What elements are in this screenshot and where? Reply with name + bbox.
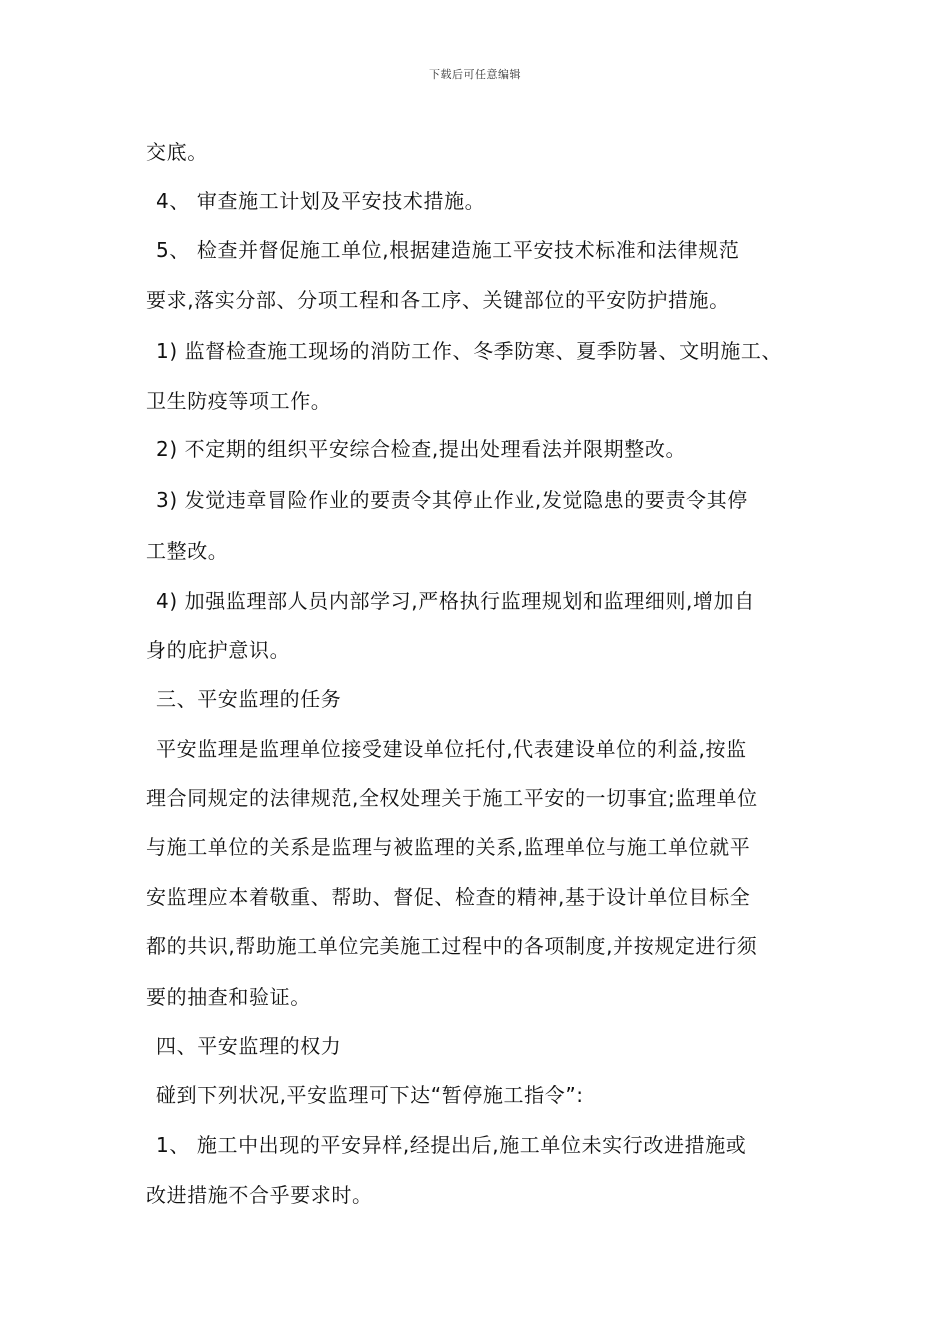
- text-line: 1、 施工中出现的平安异样,经提出后,施工单位未实行改进措施或: [156, 1133, 747, 1157]
- text-line: 1) 监督检查施工现场的消防工作、冬季防寒、夏季防暑、文明施工、: [156, 339, 783, 363]
- text-line: 平安监理是监理单位接受建设单位托付,代表建设单位的利益,按监: [156, 737, 747, 761]
- text-line: 交底。: [146, 140, 208, 164]
- section-heading: 四、平安监理的权力: [156, 1034, 342, 1058]
- text-line: 改进措施不合乎要求时。: [146, 1183, 373, 1207]
- text-line: 都的共识,帮助施工单位完美施工过程中的各项制度,并按规定进行须: [146, 934, 758, 958]
- text-line: 碰到下列状况,平安监理可下达“暂停施工指令”:: [156, 1083, 584, 1107]
- text-line: 2) 不定期的组织平安综合检查,提出处理看法并限期整改。: [156, 437, 687, 461]
- text-line: 要求,落实分部、分项工程和各工序、关键部位的平安防护措施。: [146, 288, 730, 312]
- text-line: 工整改。: [146, 539, 229, 563]
- section-heading: 三、平安监理的任务: [156, 687, 342, 711]
- text-line: 4、 审查施工计划及平安技术措施。: [156, 189, 486, 213]
- text-line: 要的抽查和验证。: [146, 985, 311, 1009]
- text-line: 3) 发觉违章冒险作业的要责令其停止作业,发觉隐患的要责令其停: [156, 488, 748, 512]
- text-line: 5、 检查并督促施工单位,根据建造施工平安技术标准和法律规范: [156, 238, 740, 262]
- text-line: 身的庇护意识。: [146, 638, 291, 662]
- text-line: 4) 加强监理部人员内部学习,严格执行监理规划和监理细则,增加自: [156, 589, 755, 613]
- text-line: 与施工单位的关系是监理与被监理的关系,监理单位与施工单位就平: [146, 835, 751, 859]
- page-header: 下载后可任意编辑: [429, 68, 521, 81]
- text-line: 卫生防疫等项工作。: [146, 389, 332, 413]
- text-line: 理合同规定的法律规范,全权处理关于施工平安的一切事宜;监理单位: [146, 786, 758, 810]
- text-line: 安监理应本着敬重、帮助、督促、检查的精神,基于设计单位目标全: [146, 885, 751, 909]
